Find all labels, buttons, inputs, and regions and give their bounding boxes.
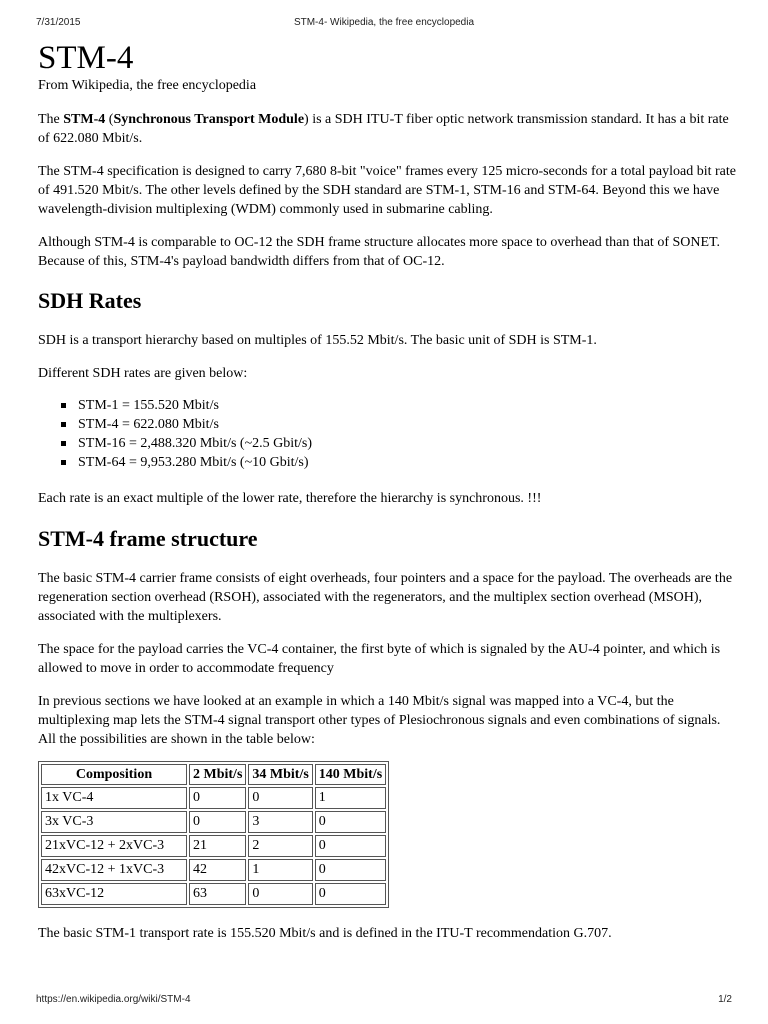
table-header-row [41, 764, 386, 785]
table-cell: 0 [248, 787, 312, 809]
section-heading-sdh-rates: SDH Rates [38, 288, 142, 313]
frame-paragraph-3: In previous sections we have looked at an example in which a 140 Mbit/s signal was mapped into a VC-4, but the multiplexing map lets the STM-4 signal transport other types of Plesiochronous signals and even combinations of signals. All the possibilities are shown in the table below: [38, 694, 721, 747]
table-row [41, 811, 386, 833]
page-subtitle: From Wikipedia, the free encyclopedia [38, 78, 257, 93]
frame-paragraph-2: The space for the payload carries the VC-4 container, the first byte of which is signaled by the AU-4 pointer, and which is allowed to move in order to accommodate frequency [38, 642, 721, 676]
frame-paragraph-1: The basic STM-4 carrier frame consists of eight overheads, four pointers and a space for the payload. The overheads are the regeneration section overhead (RSOH), associated with the regenerators, and the multiplex section overhead (MSOH), associated with the multiplexers. [38, 571, 733, 624]
list-item: STM-4 = 622.080 Mbit/s [78, 415, 738, 434]
table-header-cell: Composition [41, 764, 187, 785]
table-cell: 0 [315, 835, 386, 857]
print-date: 7/31/2015 [36, 17, 81, 28]
table-row [41, 835, 386, 857]
table-header-cell: 140 Mbit/s [315, 764, 386, 785]
table-row [41, 883, 386, 905]
term-expansion: Synchronous Transport Module [113, 112, 305, 127]
table-cell: 3 [248, 811, 312, 833]
rates-list [38, 396, 738, 472]
section-heading-frame-structure: STM-4 frame structure [38, 526, 258, 551]
table-cell: 63 [189, 883, 246, 905]
table-cell: 42 [189, 859, 246, 881]
table-cell: 0 [248, 883, 312, 905]
print-page-title: STM-4- Wikipedia, the free encyclopedia [293, 17, 475, 28]
article-content [38, 36, 738, 943]
table-cell: 0 [315, 811, 386, 833]
table-cell: 1 [248, 859, 312, 881]
table-cell: 0 [315, 859, 386, 881]
print-url: https://en.wikipedia.org/wiki/STM-4 [36, 994, 191, 1005]
list-item: STM-16 = 2,488.320 Mbit/s (~2.5 Gbit/s) [78, 434, 738, 453]
frame-paragraph-4: The basic STM-1 transport rate is 155.520 Mbit/s and is defined in the ITU-T recommendation G.707. [38, 926, 612, 941]
intro-paragraph-3: Although STM-4 is comparable to OC-12 the SDH frame structure allocates more space to overhead than that of SONET. Because of this, STM-4's payload bandwidth differs from that of OC-12. [38, 235, 721, 269]
table-cell: 3x VC-3 [41, 811, 187, 833]
table-cell: 0 [189, 811, 246, 833]
table-cell: 21xVC-12 + 2xVC-3 [41, 835, 187, 857]
composition-table [38, 761, 389, 908]
table-cell: 1 [315, 787, 386, 809]
table-row [41, 859, 386, 881]
print-page-number: 1/2 [718, 994, 732, 1005]
list-item: STM-64 = 9,953.280 Mbit/s (~10 Gbit/s) [78, 453, 738, 472]
table-cell: 2 [248, 835, 312, 857]
intro-paragraph-2: The STM-4 specification is designed to carry 7,680 8-bit "voice" frames every 125 micro-seconds for a total payload bit rate of 491.520 Mbit/s. The other levels defined by the SDH standard are STM-1, STM-16 and STM-64. Beyond this we have wavelength-division multiplexing (WDM) commonly used in submarine cabling. [38, 164, 736, 217]
table-header-cell: 34 Mbit/s [248, 764, 312, 785]
table-cell: 21 [189, 835, 246, 857]
term-stm4: STM-4 [63, 112, 106, 127]
table-cell: 63xVC-12 [41, 883, 187, 905]
page-title: STM-4 [38, 40, 134, 76]
table-cell: 0 [189, 787, 246, 809]
table-cell: 0 [315, 883, 386, 905]
sdh-paragraph-3: Each rate is an exact multiple of the lower rate, therefore the hierarchy is synchronous. !!! [38, 491, 542, 506]
list-item: STM-1 = 155.520 Mbit/s [78, 396, 738, 415]
table-header-cell: 2 Mbit/s [189, 764, 246, 785]
table-cell: 42xVC-12 + 1xVC-3 [41, 859, 187, 881]
sdh-paragraph-1: SDH is a transport hierarchy based on multiples of 155.52 Mbit/s. The basic unit of SDH is STM-1. [38, 333, 597, 348]
intro-paragraph-1: The STM-4 (Synchronous Transport Module) is a SDH ITU-T fiber optic network transmission standard. It has a bit rate of 622.080 Mbit/s. [38, 112, 729, 146]
table-row [41, 787, 386, 809]
sdh-paragraph-2: Different SDH rates are given below: [38, 366, 248, 381]
table-cell: 1x VC-4 [41, 787, 187, 809]
